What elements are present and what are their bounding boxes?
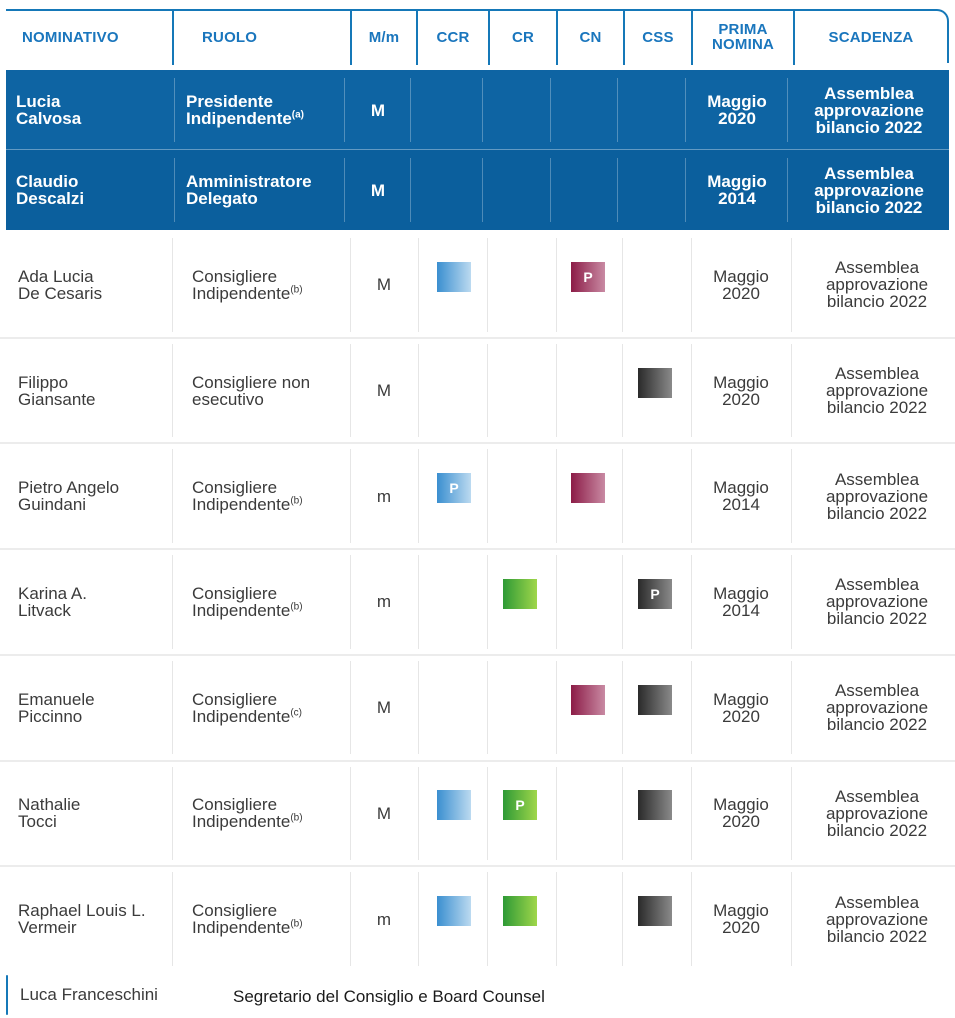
header-ruolo: RUOLO: [202, 28, 258, 46]
header-ccr: CCR: [436, 28, 470, 46]
member-role-line2: Indipendente: [192, 495, 291, 515]
column-separator: [350, 344, 351, 438]
column-separator: [418, 767, 419, 861]
column-separator: [556, 872, 557, 966]
member-role-line2: Indipendente: [192, 600, 291, 620]
column-separator: [487, 872, 488, 966]
column-separator: [172, 344, 173, 438]
member-name: [4, 866, 170, 972]
member-scadenza-line1: Assemblea: [834, 892, 920, 912]
member-nomina: [691, 549, 791, 655]
member-role-line1: Consigliere: [192, 266, 278, 286]
executive-column-separator: [344, 78, 345, 142]
column-separator: [418, 555, 419, 649]
member-nomina-line1: Maggio: [713, 689, 769, 709]
executive-column-separator: [550, 158, 551, 222]
executive-role: [6, 150, 346, 230]
executive-column-separator: [617, 158, 618, 222]
member-nomina: [691, 338, 791, 444]
column-separator: [622, 238, 623, 332]
column-separator: [350, 661, 351, 755]
member-scadenza: [801, 549, 953, 655]
member-role-line1: Consigliere: [192, 583, 278, 603]
executive-scadenza-line3: bilancio 2022: [815, 117, 923, 137]
member-name-line2: Piccinno: [18, 706, 83, 726]
member-scadenza-line2: approvazione: [825, 592, 929, 612]
ccr-membership-marker: [437, 790, 471, 820]
column-separator: [691, 555, 692, 649]
member-nomina-line1: Maggio: [713, 266, 769, 286]
column-separator: [556, 344, 557, 438]
column-separator: [487, 344, 488, 438]
executive-nomina-line2: 2014: [718, 189, 756, 208]
cn-membership-marker: [571, 685, 605, 715]
column-separator: [418, 449, 419, 543]
executive-mm: M: [370, 180, 386, 200]
column-separator: [172, 238, 173, 332]
column-separator: [172, 555, 173, 649]
member-role-line2: Indipendente: [192, 283, 291, 303]
column-separator: [350, 555, 351, 649]
member-mm: m: [376, 486, 392, 506]
cn-membership-marker: P: [571, 262, 605, 292]
member-nomina: [691, 866, 791, 972]
member-nomina-line1: Maggio: [713, 583, 769, 603]
executive-row: [6, 70, 949, 150]
member-name: [4, 338, 170, 444]
column-separator: [487, 449, 488, 543]
member-role: [182, 761, 352, 867]
column-separator: [172, 872, 173, 966]
member-mm: M: [376, 803, 392, 823]
column-separator: [791, 449, 792, 543]
executive-column-separator: [685, 78, 686, 142]
member-scadenza: [801, 761, 953, 867]
member-scadenza-line1: Assemblea: [834, 681, 920, 701]
column-separator: [791, 872, 792, 966]
member-role: [182, 655, 352, 761]
column-separator: [556, 767, 557, 861]
footer-accent-bar: [6, 975, 8, 1015]
header-prima-line1: PRIMA: [718, 21, 768, 38]
executive-name-line2: Calvosa: [16, 109, 82, 128]
member-name-line1: Pietro Angelo: [18, 478, 120, 498]
executive-name-line1: Claudio: [16, 172, 79, 191]
column-separator: [791, 238, 792, 332]
executive-column-separator: [344, 158, 345, 222]
column-separator: [350, 449, 351, 543]
executive-column-separator: [482, 158, 483, 222]
member-scadenza-line2: approvazione: [825, 275, 929, 295]
column-separator: [622, 767, 623, 861]
member-scadenza-line1: Assemblea: [834, 575, 920, 595]
member-scadenza: [801, 338, 953, 444]
column-separator: [691, 344, 692, 438]
column-separator: [350, 767, 351, 861]
executive-scadenza-line3: bilancio 2022: [815, 197, 923, 217]
member-scadenza-line3: bilancio 2022: [826, 503, 928, 523]
member-scadenza-line2: approvazione: [825, 803, 929, 823]
executive-role-line2: Delegato: [186, 189, 258, 208]
member-name-line2: Vermeir: [18, 918, 77, 938]
column-separator: [487, 767, 488, 861]
column-separator: [691, 767, 692, 861]
member-name-line2: Guindani: [18, 495, 87, 515]
header-mm: M/m: [368, 28, 400, 46]
member-mm: M: [376, 381, 392, 401]
member-nomina: [691, 655, 791, 761]
column-separator: [622, 449, 623, 543]
cr-membership-marker: [503, 579, 537, 609]
member-name-line2: Tocci: [18, 812, 57, 832]
executive-scadenza-line2: approvazione: [814, 100, 924, 120]
executive-column-separator: [410, 78, 411, 142]
member-name: [4, 443, 170, 549]
member-name: [4, 655, 170, 761]
column-separator: [622, 344, 623, 438]
member-name-line1: Karina A.: [18, 583, 87, 603]
header-css: CSS: [642, 28, 674, 46]
member-nomina: [691, 761, 791, 867]
column-separator: [418, 661, 419, 755]
column-separator: [418, 872, 419, 966]
member-scadenza: [801, 866, 953, 972]
member-role-line2: Indipendente: [192, 706, 291, 726]
column-separator: [556, 449, 557, 543]
table-row: [0, 443, 955, 549]
member-mm: m: [376, 909, 392, 929]
member-role-line1: Consigliere: [192, 478, 278, 498]
table-row: [0, 549, 955, 655]
table-row: [0, 338, 955, 444]
executive-role-line2: Indipendente: [186, 109, 292, 128]
column-separator: [350, 872, 351, 966]
executive-column-separator: [174, 158, 175, 222]
member-role: [182, 232, 352, 338]
executive-column-separator: [685, 158, 686, 222]
member-mm: M: [376, 275, 392, 295]
member-role: [182, 549, 352, 655]
column-separator: [791, 767, 792, 861]
executive-column-separator: [787, 158, 788, 222]
member-name-line2: De Cesaris: [18, 283, 103, 303]
member-scadenza-line2: approvazione: [825, 698, 929, 718]
header-nominativo: NOMINATIVO: [22, 28, 119, 46]
member-name: [4, 761, 170, 867]
member-role-line1: Consigliere non: [192, 372, 311, 392]
member-role-note: (b): [290, 918, 303, 930]
executive-role: [6, 70, 346, 150]
executive-column-separator: [410, 158, 411, 222]
member-nomina-line2: 2014: [722, 600, 760, 620]
member-nomina-line2: 2020: [722, 706, 760, 726]
member-role-line2: Indipendente: [192, 918, 291, 938]
member-nomina-line2: 2020: [722, 283, 760, 303]
column-separator: [172, 661, 173, 755]
column-separator: [622, 555, 623, 649]
member-nomina-line1: Maggio: [713, 478, 769, 498]
member-scadenza-line3: bilancio 2022: [826, 926, 928, 946]
executive-nomina: [687, 150, 787, 230]
executive-name-line2: Descalzi: [16, 189, 85, 208]
member-name-line1: Ada Lucia: [18, 266, 94, 286]
ccr-membership-marker: P: [437, 473, 471, 503]
member-role-line2: Indipendente: [192, 812, 291, 832]
member-name-line1: Filippo: [18, 372, 69, 392]
member-name-line1: Nathalie: [18, 795, 81, 815]
column-separator: [350, 238, 351, 332]
member-role-note: (b): [290, 284, 303, 296]
header-prima-line2: NOMINA: [711, 36, 775, 53]
member-scadenza-line3: bilancio 2022: [826, 609, 928, 629]
header-cr: CR: [511, 28, 535, 46]
table-row: [0, 761, 955, 867]
member-scadenza-line3: bilancio 2022: [826, 398, 928, 418]
executive-nomina-line1: Maggio: [707, 92, 767, 111]
member-role: [182, 443, 352, 549]
member-scadenza-line3: bilancio 2022: [826, 820, 928, 840]
footer-secretary-role: Segretario del Consiglio e Board Counsel: [233, 987, 545, 1006]
member-name-line2: Giansante: [18, 389, 96, 409]
executive-column-separator: [550, 78, 551, 142]
member-nomina-line1: Maggio: [713, 372, 769, 392]
member-mm: M: [376, 698, 392, 718]
executive-scadenza-line2: approvazione: [814, 180, 924, 200]
executive-role-line1: Amministratore: [186, 172, 312, 191]
column-separator: [172, 767, 173, 861]
member-name-line2: Litvack: [18, 600, 71, 620]
member-role-line1: Consigliere: [192, 901, 278, 921]
member-nomina-line2: 2020: [722, 918, 760, 938]
member-role-note: (b): [290, 601, 303, 613]
column-separator: [556, 555, 557, 649]
column-separator: [691, 661, 692, 755]
member-scadenza-line3: bilancio 2022: [826, 715, 928, 735]
executive-row-divider: [6, 149, 949, 150]
member-role: [182, 338, 352, 444]
executive-role-line1: Presidente: [186, 92, 273, 111]
executive-nomina-line1: Maggio: [707, 172, 767, 191]
column-separator: [691, 449, 692, 543]
header-cn: CN: [579, 28, 602, 46]
column-separator: [691, 238, 692, 332]
executive-nomina-line2: 2020: [718, 109, 756, 128]
css-membership-marker: P: [638, 579, 672, 609]
ccr-membership-marker: [437, 896, 471, 926]
member-nomina-line1: Maggio: [713, 795, 769, 815]
member-nomina: [691, 232, 791, 338]
css-membership-marker: [638, 368, 672, 398]
column-separator: [622, 872, 623, 966]
column-separator: [487, 238, 488, 332]
css-membership-marker: [638, 685, 672, 715]
column-separator: [172, 449, 173, 543]
member-name: [4, 232, 170, 338]
executive-row: [6, 150, 949, 230]
column-separator: [791, 344, 792, 438]
css-membership-marker: [638, 790, 672, 820]
executive-column-separator: [617, 78, 618, 142]
header-scadenza: SCADENZA: [828, 28, 914, 46]
member-nomina-line2: 2020: [722, 812, 760, 832]
executive-name-line1: Lucia: [16, 92, 61, 111]
executive-scadenza: [789, 70, 949, 150]
footer-secretary-name: Luca Franceschini: [20, 985, 158, 1004]
column-separator: [418, 344, 419, 438]
member-scadenza: [801, 443, 953, 549]
css-membership-marker: [638, 896, 672, 926]
member-nomina-line2: 2020: [722, 389, 760, 409]
cr-membership-marker: [503, 896, 537, 926]
executive-nomina: [687, 70, 787, 150]
member-role-note: (b): [290, 812, 303, 824]
executive-scadenza: [789, 150, 949, 230]
member-scadenza-line3: bilancio 2022: [826, 292, 928, 312]
executive-role-note: (a): [291, 109, 305, 121]
executive-scadenza-line1: Assemblea: [824, 83, 914, 103]
member-scadenza-line1: Assemblea: [834, 258, 920, 278]
column-separator: [487, 555, 488, 649]
member-scadenza-line1: Assemblea: [834, 786, 920, 806]
member-scadenza-line1: Assemblea: [834, 469, 920, 489]
member-scadenza: [801, 232, 953, 338]
member-name-line1: Raphael Louis L.: [18, 901, 146, 921]
executive-column-separator: [174, 78, 175, 142]
executive-column-separator: [482, 78, 483, 142]
header-prima-nomina: [693, 11, 793, 63]
member-mm: m: [376, 592, 392, 612]
table-row: [0, 866, 955, 972]
member-nomina-line1: Maggio: [713, 901, 769, 921]
member-scadenza-line2: approvazione: [825, 381, 929, 401]
executive-mm: M: [370, 100, 386, 120]
table-row: [0, 655, 955, 761]
table-row: [0, 232, 955, 338]
column-separator: [791, 661, 792, 755]
executive-column-separator: [787, 78, 788, 142]
ccr-membership-marker: [437, 262, 471, 292]
cn-membership-marker: [571, 473, 605, 503]
member-nomina-line2: 2014: [722, 495, 760, 515]
member-nomina: [691, 443, 791, 549]
member-scadenza-line2: approvazione: [825, 909, 929, 929]
member-scadenza-line1: Assemblea: [834, 364, 920, 384]
member-role: [182, 866, 352, 972]
column-separator: [487, 661, 488, 755]
column-separator: [418, 238, 419, 332]
column-separator: [556, 238, 557, 332]
column-separator: [622, 661, 623, 755]
member-name: [4, 549, 170, 655]
table-header: [6, 9, 949, 63]
member-name-line1: Emanuele: [18, 689, 95, 709]
member-scadenza: [801, 655, 953, 761]
member-scadenza-line2: approvazione: [825, 486, 929, 506]
member-role-note: (b): [290, 495, 303, 507]
member-role-line1: Consigliere: [192, 689, 278, 709]
column-separator: [691, 872, 692, 966]
member-role-line1: Consigliere: [192, 795, 278, 815]
cr-membership-marker: P: [503, 790, 537, 820]
executive-scadenza-line1: Assemblea: [824, 163, 914, 183]
column-separator: [556, 661, 557, 755]
column-separator: [791, 555, 792, 649]
member-role-line2: esecutivo: [192, 389, 264, 409]
member-role-note: (c): [290, 706, 302, 718]
